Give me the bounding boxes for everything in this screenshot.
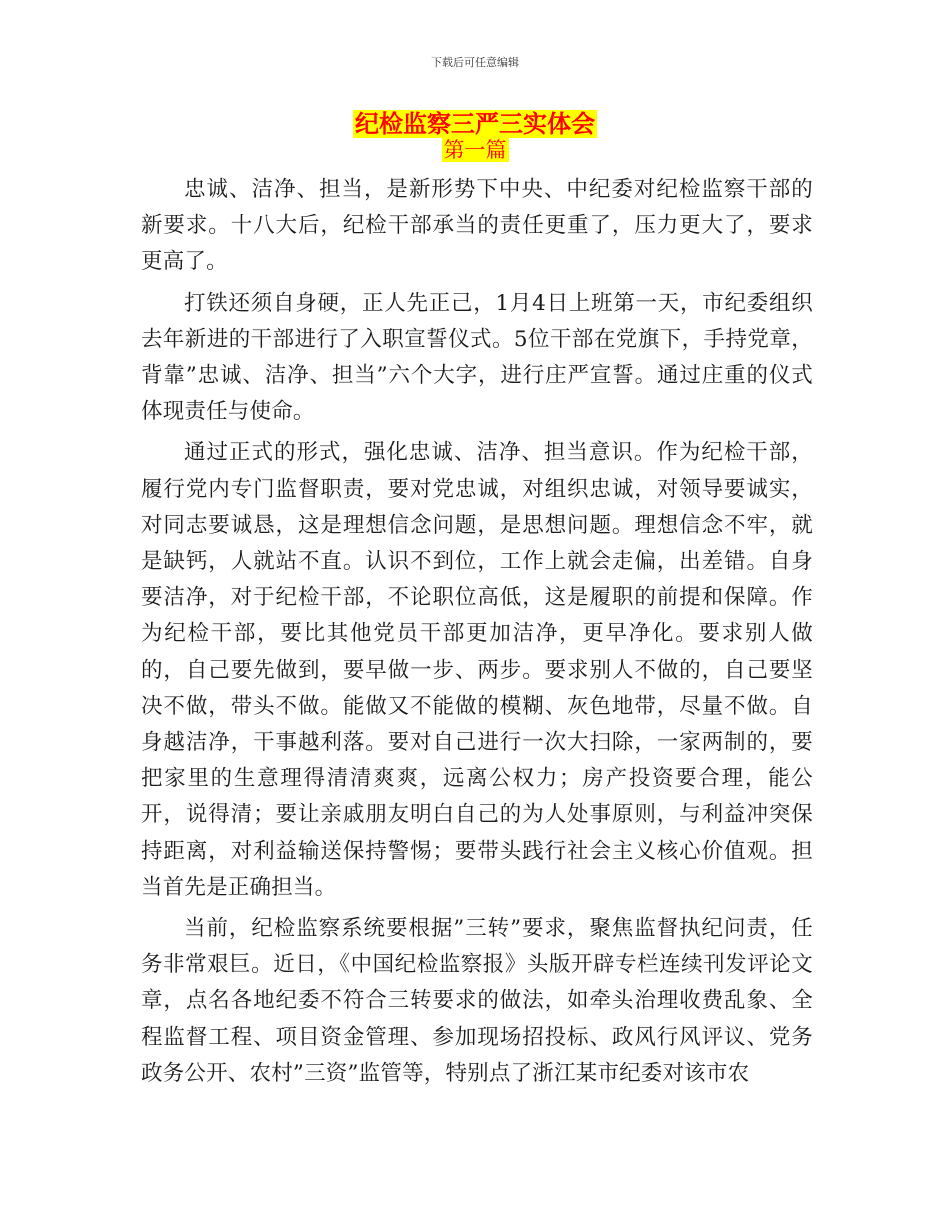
body-text [141,172,813,1097]
paragraph: 忠诚、洁净、担当，是新形势下中央、中纪委对纪检监察干部的新要求。十八大后，纪检干部承当的责任更重了，压力更大了，要求更高了。 [141,177,813,275]
document-title: 纪检监察三严三实体会 [355,109,595,138]
paragraph: 打铁还须自身硬，正人先正己，1月4日上班第一天，市纪委组织去年新进的干部进行了入职宣誓仪式。5位干部在党旗下，手持党章，背靠”忠诚、洁净、担当”六个大字，进行庄严宣誓。通过庄重的仪式体现责任与使命。 [141,290,813,425]
header-note: 下载后可任意编辑 [431,56,519,69]
document-subtitle-wrap [0,138,950,162]
paragraph: 通过正式的形式，强化忠诚、洁净、担当意识。作为纪检干部，履行党内专门监督职责，要对党忠诚，对组织忠诚，对领导要诚实，对同志要诚恳，这是理想信念问题，是思想问题。理想信念不牢，就是缺钙，人就站不直。认识不到位，工作上就会走偏，出差错。自身要洁净，对于纪检干部，不论职位高低，这是履职的前提和保障。作为纪检干部，要比其他党员干部更加洁净，更早净化。要求别人做的，自己要先做到，要早做一步、两步。要求别人不做的，自己要坚决不做，带头不做。能做又不能做的模糊、灰色地带，尽量不做。自身越洁净，干事越利落。要对自己进行一次大扫除，一家两制的，要把家里的生意理得清清爽爽，远离公权力；房产投资要合理，能公开，说得清；要让亲戚朋友明白自己的为人处事原则，与利益冲突保持距离，对利益输送保持警惕；要带头践行社会主义核心价值观。担当首先是正确担当。 [141,440,813,900]
document-subtitle: 第一篇 [443,138,507,162]
title-block [0,110,950,162]
paragraph: 当前，纪检监察系统要根据”三转”要求，聚焦监督执纪问责，任务非常艰巨。近日，《中国纪检监察报》头版开辟专栏连续刊发评论文章，点名各地纪委不符合三转要求的做法，如牵头治理收费乱象、全程监督工程、项目资金管理、参加现场招投标、政风行风评议、党务政务公开、农村”三资”监管等，特别点了浙江某市纪委对该市农 [141,916,813,1086]
